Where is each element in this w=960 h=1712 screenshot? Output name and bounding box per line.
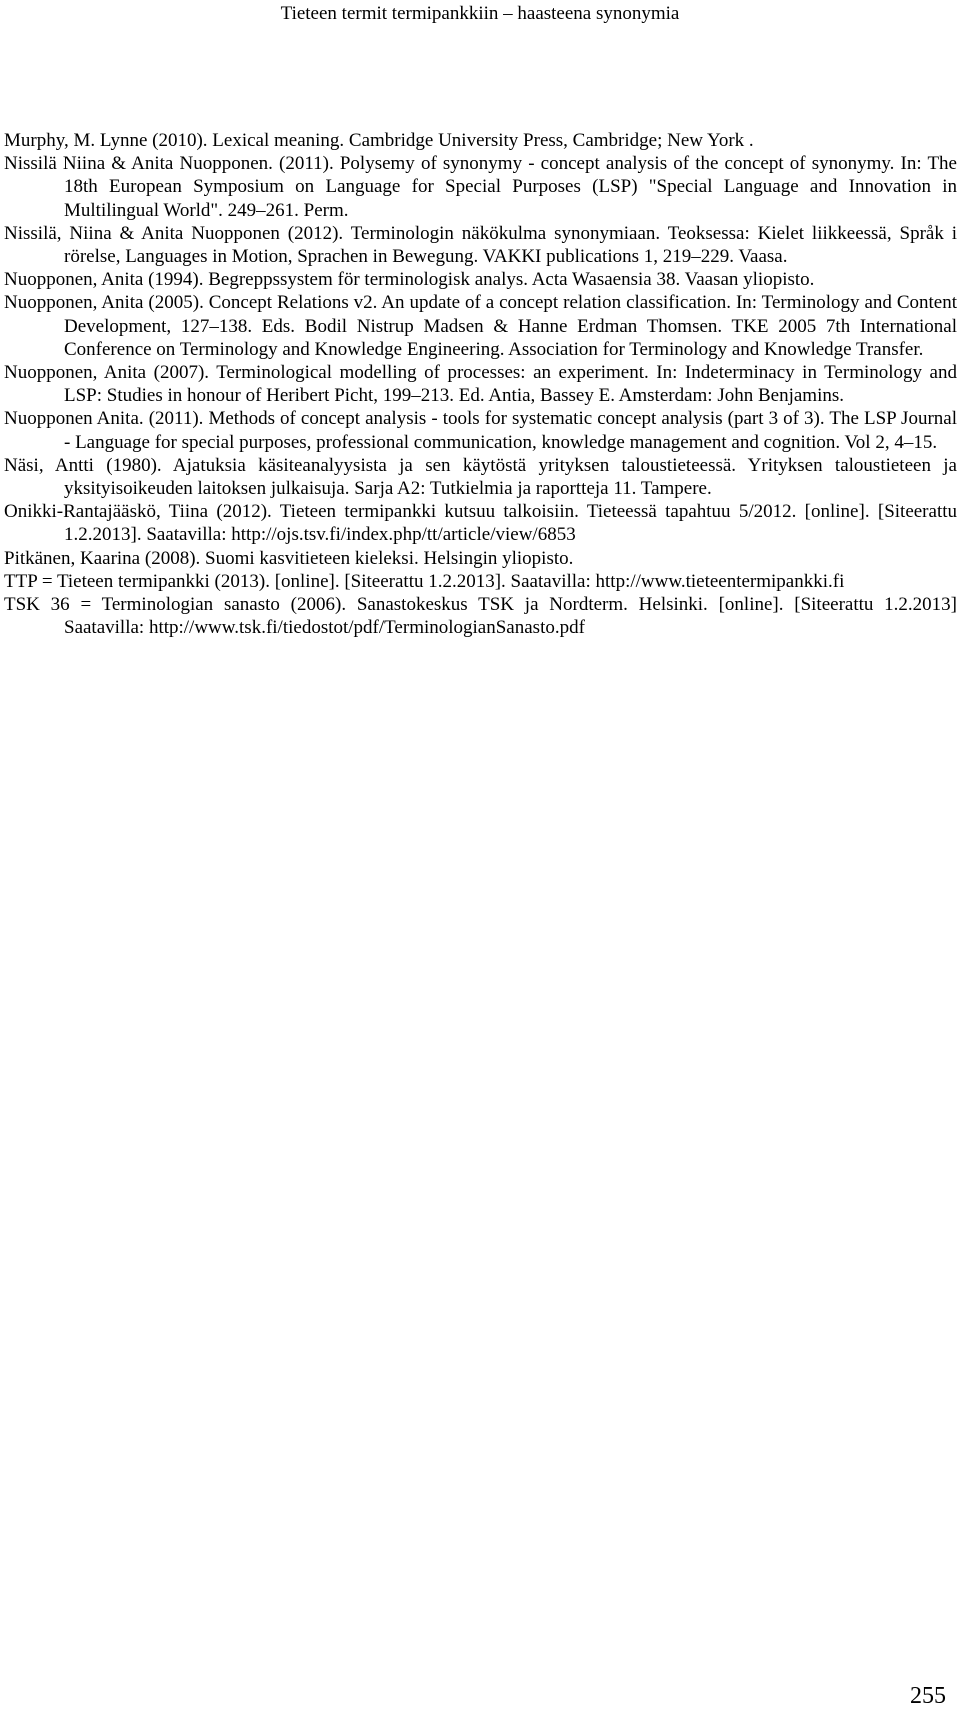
reference-entry-murphy-2010: Murphy, M. Lynne (2010). Lexical meaning. Cambridge University Press, Cambridge; New York . bbox=[4, 130, 754, 151]
reference-entry-nuopponen-2005: Nuopponen, Anita (2005). Concept Relations v2. An update of a concept relation classification. In: Terminology and Content Development, 127–138. Eds. Bodil Nistrup Madsen & Hanne Erdman Thomsen. TKE 2005 7th International Conference on Terminology and Knowledge Engineering. Association for Terminology and Knowledge Transfer. bbox=[4, 292, 957, 360]
reference-entry-nissila-nuopponen-2011: Nissilä Niina & Anita Nuopponen. (2011). Polysemy of synonymy - concept analysis of the concept of synonymy. In: The 18th European Symposium on Language for Special Purposes (LSP) "Special Language and Innovation in Multilingual World". 249–261. Perm. bbox=[4, 153, 957, 221]
page-number: 255 bbox=[910, 1683, 946, 1709]
reference-entry-nissila-nuopponen-2012: Nissilä, Niina & Anita Nuopponen (2012). Terminologin näkökulma synonymiaan. Teoksessa: Kielet liikkeessä, Språk i rörelse, Languages in Motion, Sprachen in Bewegung. VAKKI publications 1, 219–229. Vaasa. bbox=[4, 222, 957, 268]
reference-entry-onikki-rantajaasko-2012: Onikki-Rantajääskö, Tiina (2012). Tieteen termipankki kutsuu talkoisiin. Tieteessä tapahtuu 5/2012. [online]. [Siteerattu 1.2.2013]. Saatavilla: http://ojs.tsv.fi/index.php/tt/article/view/6853 bbox=[4, 501, 957, 546]
reference-entry-pitkanen-2008: Pitkänen, Kaarina (2008). Suomi kasvitieteen kieleksi. Helsingin yliopisto. bbox=[4, 547, 574, 569]
reference-entry-ttp-2013: TTP = Tieteen termipankki (2013). [online]. [Siteerattu 1.2.2013]. Saatavilla: http://www.tieteentermipankki.fi bbox=[4, 570, 845, 592]
reference-entry-nasi-1980: Näsi, Antti (1980). Ajatuksia käsiteanalyysista ja sen käytöstä yrityksen taloustieteessä. Yrityksen taloustieteen ja yksityisoikeuden laitoksen julkaisuja. Sarja A2: Tutkielmia ja raportteja 11. Tampere. bbox=[4, 454, 957, 500]
reference-entry-tsk36-2006: TSK 36 = Terminologian sanasto (2006). Sanastokeskus TSK ja Nordterm. Helsinki. [online]. [Siteerattu 1.2.2013] Saatavilla: http://www.tsk.fi/tiedostot/pdf/TerminologianSanasto.pdf bbox=[4, 594, 957, 639]
reference-list bbox=[4, 129, 957, 639]
reference-entry-nuopponen-2007: Nuopponen, Anita (2007). Terminological modelling of processes: an experiment. In: Indeterminacy in Terminology and LSP: Studies in honour of Heribert Picht, 199–213. Ed. Antia, Bassey E. Amsterdam: John Benjamins. bbox=[4, 362, 957, 407]
running-header: Tieteen termit termipankkiin – haasteena synonymia bbox=[280, 3, 680, 24]
reference-entry-nuopponen-2011: Nuopponen Anita. (2011). Methods of concept analysis - tools for systematic concept analysis (part 3 of 3). The LSP Journal - Language for special purposes, professional communication, knowledge management and cognition. Vol 2, 4–15. bbox=[4, 408, 957, 453]
reference-entry-nuopponen-1994: Nuopponen, Anita (1994). Begreppssystem för terminologisk analys. Acta Wasaensia 38. Vaasan yliopisto. bbox=[4, 269, 815, 291]
